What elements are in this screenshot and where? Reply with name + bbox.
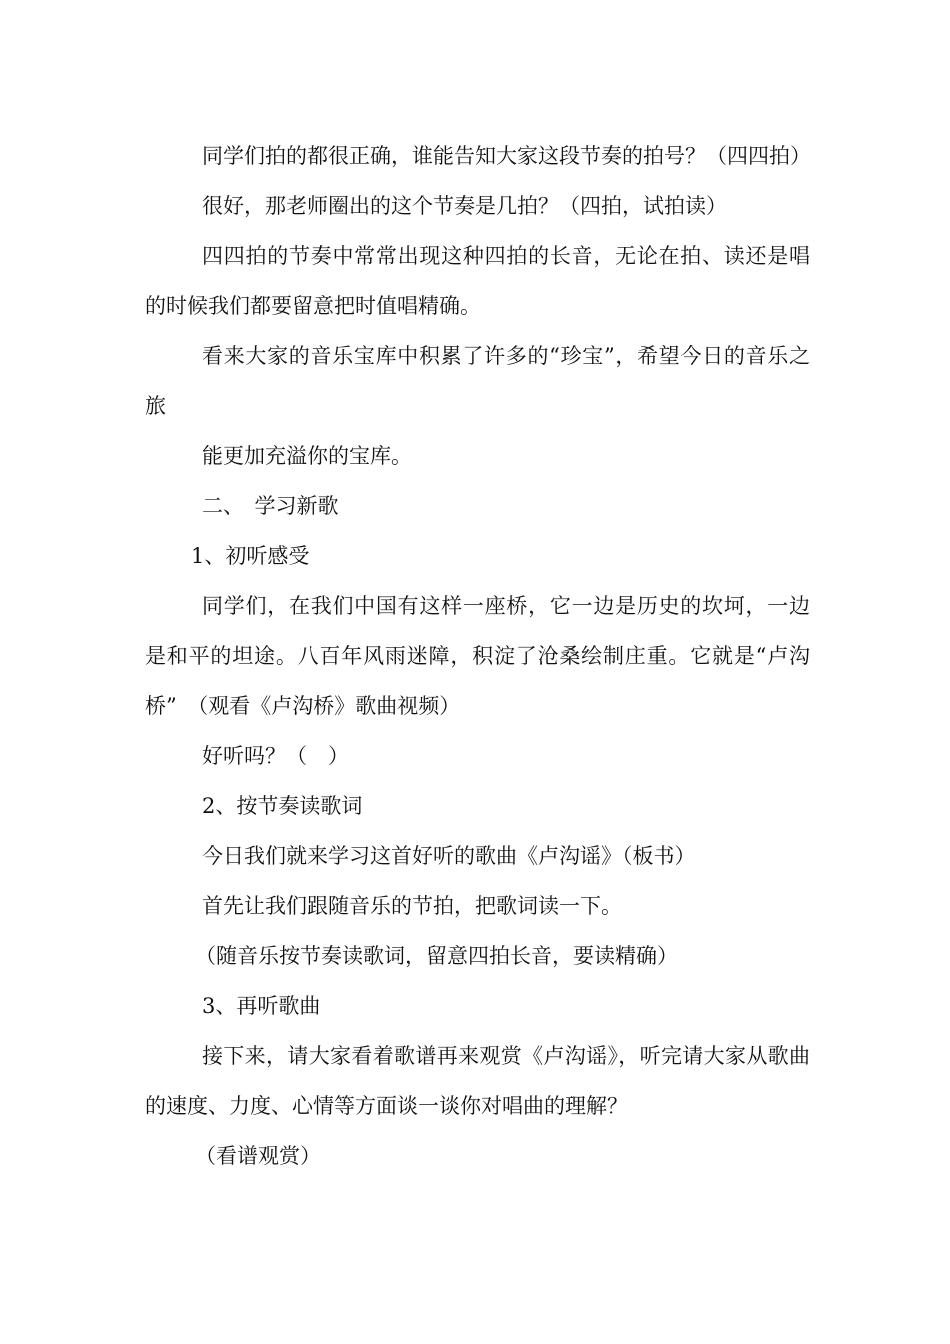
paragraph: 同学们，在我们中国有这样一座桥，它一边是历史的坎坷，一边是和平的坦途。八百年风雨迷障，积淀了沧桑绘制庄重。它就是“卢沟桥” （观看《卢沟桥》歌曲视频） [145, 594, 810, 718]
section-heading: 二、 学习新歌 [202, 494, 339, 518]
document-body [145, 131, 810, 1181]
paragraph: 很好，那老师圈出的这个节奏是几拍？（四拍，试拍读） [202, 194, 727, 218]
paragraph: （看谱观赏） [195, 1144, 321, 1168]
subsection-heading: 1、初听感受 [191, 544, 310, 568]
paragraph: 同学们拍的都很正确，谁能告知大家这段节奏的拍号？（四四拍） [202, 144, 811, 168]
subsection-heading: 2、按节奏读歌词 [202, 794, 363, 818]
paragraph: 首先让我们跟随音乐的节拍，把歌词读一下。 [202, 894, 622, 918]
paragraph: 今日我们就来学习这首好听的歌曲《卢沟谣》（板书） [202, 844, 696, 868]
paragraph: 接下来，请大家看着歌谱再来观赏《卢沟谣》，听完请大家从歌曲的速度、力度、心情等方面谈一谈你对唱曲的理解？ [145, 1044, 810, 1118]
paragraph: 四四拍的节奏中常常出现这种四拍的长音，无论在拍、读还是唱的时候我们都要留意把时值唱精确。 [145, 244, 810, 318]
paragraph: 看来大家的音乐宝库中积累了许多的“珍宝”，希望今日的音乐之旅 [145, 344, 810, 418]
paragraph: 好听吗？（ ） [202, 744, 349, 768]
subsection-heading: 3、再听歌曲 [202, 994, 321, 1018]
paragraph: （随音乐按节奏读歌词，留意四拍长音，要读精确） [195, 944, 678, 968]
paragraph: 能更加充溢你的宝库。 [202, 444, 412, 468]
